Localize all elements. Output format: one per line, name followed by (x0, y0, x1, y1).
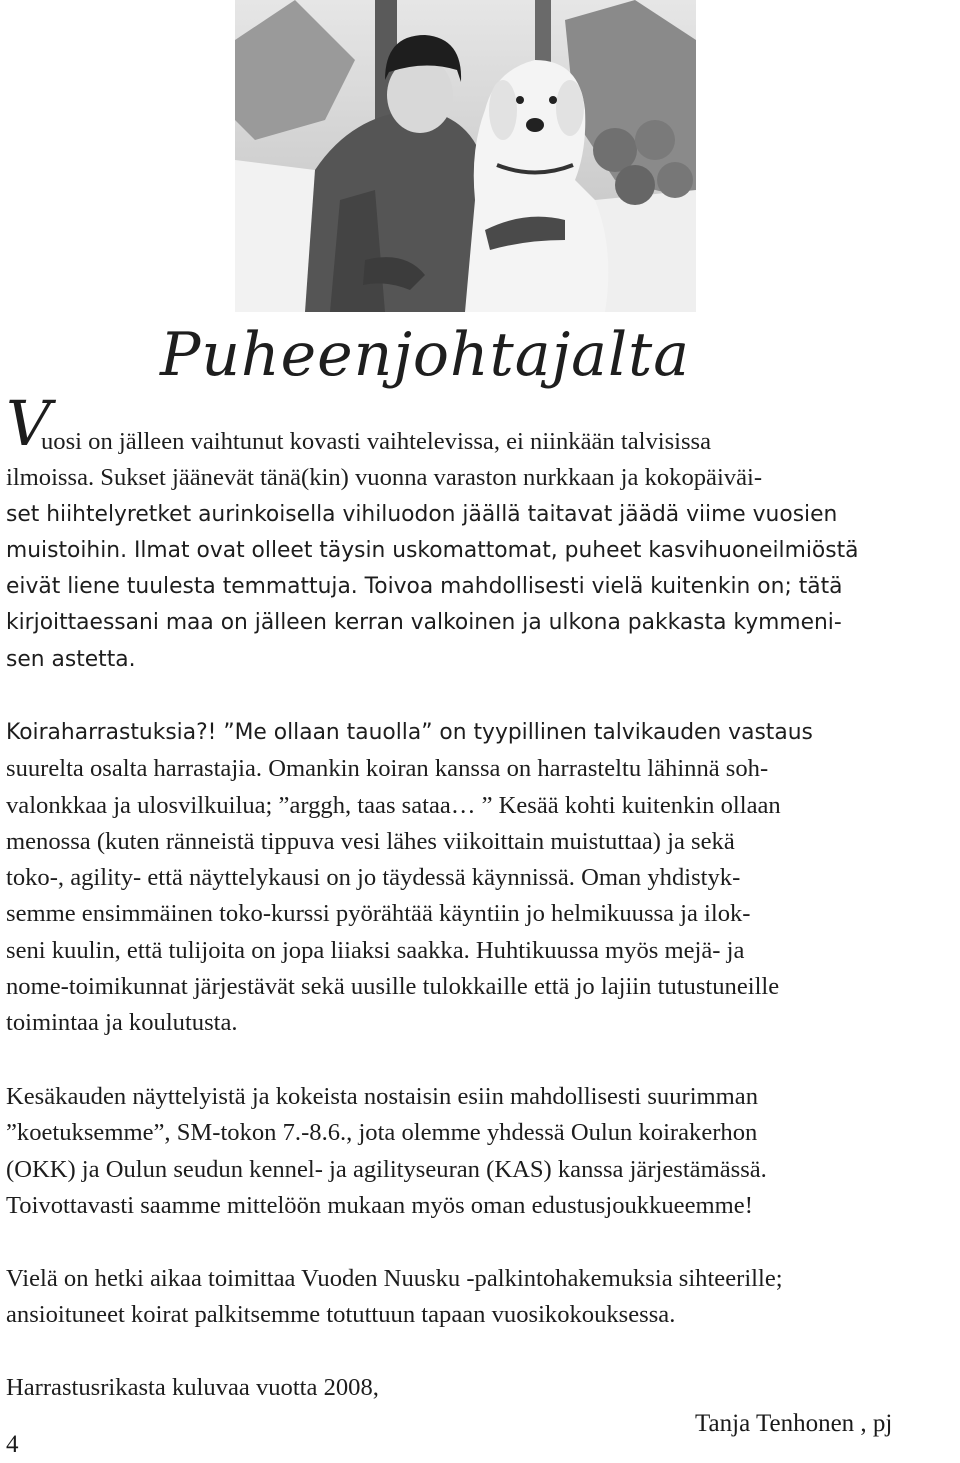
signature: Tanja Tenhonen , pj (695, 1410, 893, 1437)
text-line: toko-, agility- että näyttelykausi on jo täydessä käynnissä. Oman yhdistyk- (6, 864, 741, 892)
text-line: muistoihin. Ilmat ovat olleet täysin uskomattomat, puheet kasvihuoneilmiöstä (6, 537, 859, 563)
text-line: seni kuulin, että tulijoita on jopa liiaksi saakka. Huhtikuussa myös mejä- ja (6, 936, 745, 964)
text-line: Kesäkauden näyttelyistä ja kokeista nostaisin esiin mahdollisesti suurimman (6, 1083, 759, 1110)
text-line: ansioituneet koirat palkitsemme totuttuun tapaan vuosikokouksessa. (6, 1301, 676, 1329)
closing-line (6, 1370, 954, 1406)
text-line: sen astetta. (6, 646, 136, 672)
text-line: Toivottavasti saamme mittelöön mukaan myös oman edustusjoukkueemme! (6, 1191, 753, 1219)
photo-woman-with-dog (235, 0, 696, 312)
text-line: set hiihtelyretket aurinkoisella vihiluodon jäällä taitavat jäädä viime vuosien (6, 501, 838, 527)
page-number: 4 (6, 1431, 19, 1458)
drop-cap: V (6, 387, 51, 460)
text-line: Harrastusrikasta kuluvaa vuotta 2008, (6, 1374, 379, 1401)
paragraph-intro (6, 424, 954, 678)
text-line: nome-toimikunnat järjestävät sekä uusille tulokkaille että jo lajiin tutustuneille (6, 973, 780, 1001)
text-line: suurelta osalta harrastajia. Omankin koiran kanssa on harrasteltu lähinnä soh- (6, 755, 769, 783)
text-line: menossa (kuten ränneistä tippuva vesi lähes viikoittain muistuttaa) ja sekä (6, 827, 735, 855)
paragraph-summer-events (6, 1079, 954, 1224)
paragraph-award (6, 1261, 954, 1334)
text-line: Koiraharrastuksia?! ”Me ollaan tauolla” on tyypillinen talvikauden vastaus (6, 720, 813, 745)
text-line: Vielä on hetki aikaa toimittaa Vuoden Nuusku -palkintohakemuksia sihteerille; (6, 1265, 783, 1292)
text-line: kirjoittaessani maa on jälleen kerran valkoinen ja ulkona pakkasta kymmeni- (6, 610, 842, 636)
text-line: ilmoissa. Sukset jäänevät tänä(kin) vuonna varaston nurkkaan ja kokopäiväi- (6, 464, 763, 492)
photo-woman-with-dog-icon (235, 0, 696, 312)
text-line: semme ensimmäinen toko-kurssi pyörähtää käyntiin jo helmikuussa ja ilok- (6, 900, 751, 928)
text-line: eivät liene tuulesta temmattuja. Toivoa mahdollisesti vielä kuitenkin on; tätä (6, 574, 843, 600)
page-title: Puheenjohtajalta (160, 320, 691, 390)
text-line: uosi on jälleen vaihtunut kovasti vaihtelevissa, ei niinkään talvisissa (41, 428, 712, 455)
text-line: (OKK) ja Oulun seudun kennel- ja agilityseuran (KAS) kanssa järjestämässä. (6, 1155, 767, 1183)
text-line: toimintaa ja koulutusta. (6, 1009, 238, 1037)
text-line: valonkkaa ja ulosvilkuilua; ”arggh, taas sataa… ” Kesää kohti kuitenkin ollaan (6, 791, 781, 819)
paragraph-dog-hobbies (6, 715, 954, 1042)
text-line: ”koetuksemme”, SM-tokon 7.-8.6., jota olemme yhdessä Oulun koirakerhon (6, 1119, 758, 1147)
